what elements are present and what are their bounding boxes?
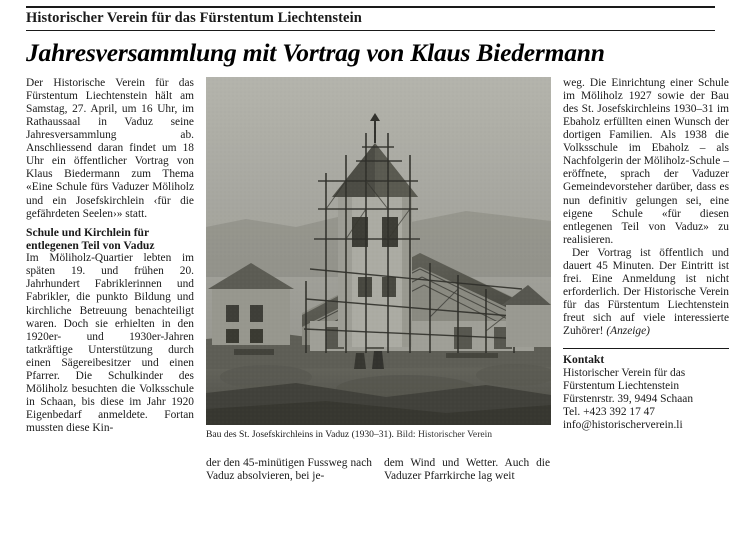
contact-line: Tel. +423 392 17 47 <box>563 406 655 419</box>
church-construction-photograph <box>206 77 551 425</box>
article-kicker: Historischer Verein für das Fürstentum Liechtenstein <box>26 10 362 26</box>
newspaper-article-page <box>0 6 741 539</box>
anzeige-note: (Anzeige) <box>603 325 650 338</box>
paragraph: Im Möliholz-Quartier lebten im späten 19. und frühen 20. Jahrhundert Fabriklerinnen und Fabrikler, die punkto Bildung und kirchliche Betreuung benachteiligt waren. Doch sie erhielten in den 1920er- und 1930er-Jahren tatkräftige Unterstützung durch einen Sägereibesitzer und einen Pfarrer. Die Schulkinder des Möliholz besuchten die Volksschule in Schaan, bis diese im Jahr 1920 Eigenbedarf anmeldete. Fortan mussten diese Kin- <box>26 252 194 435</box>
paragraph <box>563 247 729 339</box>
article-body-columns <box>26 76 729 521</box>
paragraph: dem Wind und Wetter. Auch die Vaduzer Pfarrkirche lag weit <box>384 457 550 483</box>
paragraph-text: Der Vortrag ist öffentlich und dauert 45 Minuten. Der Eintritt ist frei. Eine Anmeldung ist nicht erforderlich. Der Historische Verein für das Fürstentum Liechtenstein freut sich auf viele interessierte Zuhörer! <box>563 246 729 338</box>
below-photo-columns <box>206 457 551 483</box>
photo-block <box>206 77 551 441</box>
contact-line: Fürstenrstr. 39, 9494 Schaan <box>563 392 694 405</box>
column-below-left <box>206 457 372 483</box>
photo-caption-credit: Bild: Historischer Verein <box>396 428 493 440</box>
contact-divider <box>563 348 729 349</box>
photo-caption <box>206 429 551 441</box>
contact-heading: Kontakt <box>563 352 605 366</box>
column-below-right <box>384 457 550 483</box>
column-right <box>563 77 729 521</box>
article-headline: Jahresversammlung mit Vortrag von Klaus Biedermann <box>26 37 605 67</box>
article-kicker-band <box>26 6 715 31</box>
section-subheading: Schule und Kirchlein für entlegenen Teil von Vaduz <box>26 225 155 252</box>
paragraph: Der Historische Verein für das Fürstentum Liechtenstein hält am Samstag, 27. April, um 16 Uhr, im Rathaussaal in Vaduz seine Jahresversammlung ab. Anschliessend daran findet um 18 Uhr ein öffentlicher Vortrag von Klaus Biedermann zum Thema «Eine Schule fürs Vaduzer Möliholz und ein Josefskirchlein ‹für die gefährdeten Seelen›» statt. <box>26 76 194 220</box>
contact-line: Historischer Verein für das Fürstentum Liechtenstein <box>563 366 686 392</box>
contact-email[interactable]: info@historischerverein.li <box>563 419 683 432</box>
column-middle <box>206 77 551 521</box>
paragraph: der den 45-minütigen Fussweg nach Vaduz absolvieren, bei je- <box>206 457 372 483</box>
photo-caption-text: Bau des St. Josefskirchleins in Vaduz (1930–31). <box>206 428 394 440</box>
column-left <box>26 77 194 521</box>
paragraph: weg. Die Einrichtung einer Schule im Möliholz 1927 sowie der Bau des St. Josefskirchleins 1930–31 im Ebaholz erfüllten einen Wunsch der dortigen Familien. Als 1938 die Volksschule im Ebaholz – als Nachfolgerin der Möliholz-Schule – eröffnete, sprach der Vaduzer Gemeindevorsteher darüber, dass es nun definitiv gelungen sei, eine eigene Schule «für diesen entlegenen Teil von Vaduz» zu realisieren. <box>563 76 729 246</box>
